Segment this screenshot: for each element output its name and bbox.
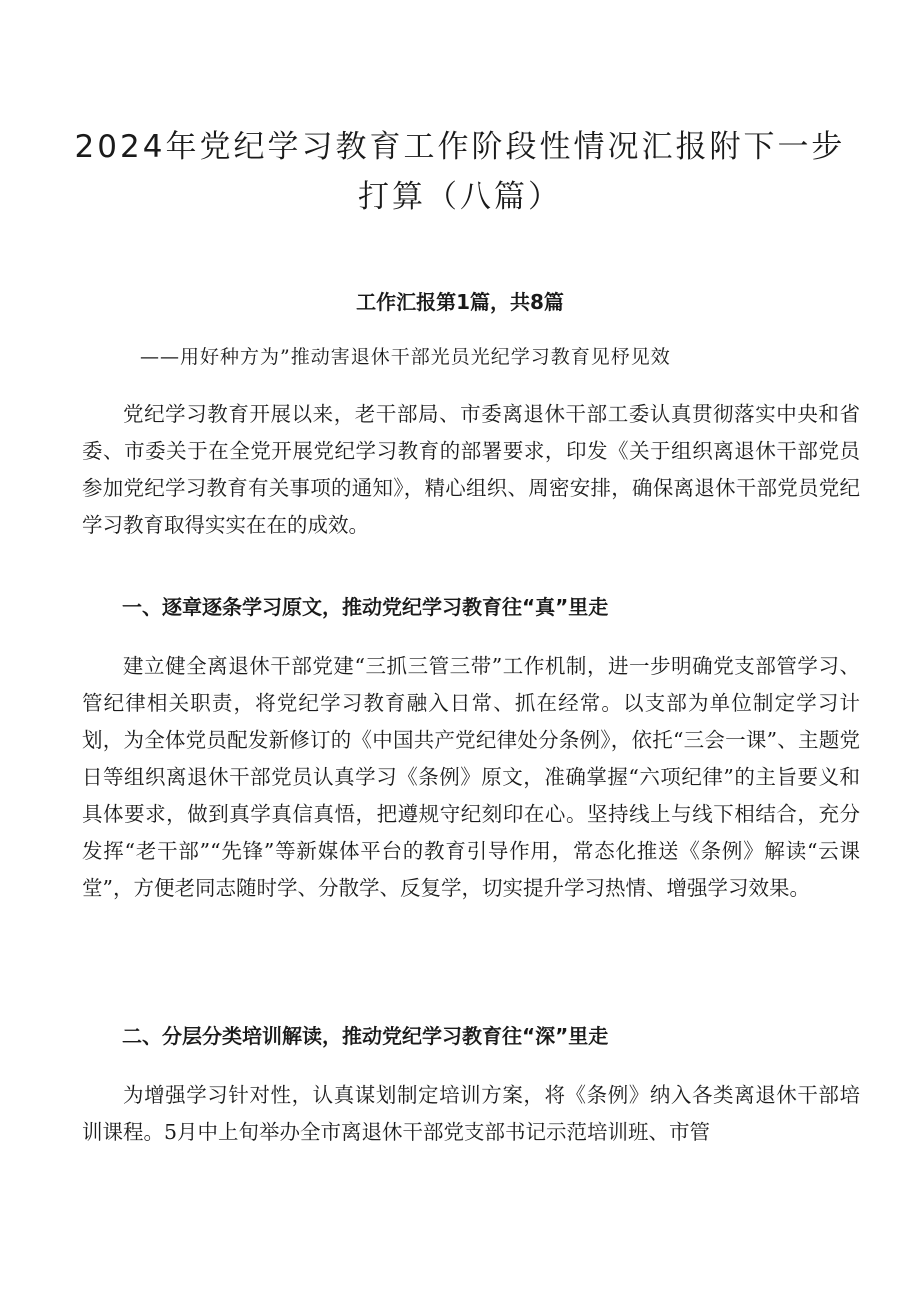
part-heading: 工作汇报第1篇，共8篇: [356, 290, 564, 314]
intro-paragraph: 党纪学习教育开展以来，老干部局、市委离退休干部工委认真贯彻落实中央和省委、市委关于在全党开展党纪学习教育的部署要求，印发《关于组织离退休干部党员参加党纪学习教育有关事项的通知》，精心组织、周密安排，确保离退休干部党员党纪学习教育取得实实在在的成效。: [82, 402, 860, 537]
title-line-1: 2024年党纪学习教育工作阶段性情况汇报附下一步: [74, 129, 846, 165]
section-heading-2: 二、分层分类培训解读，推动党纪学习教育往“深”里走: [122, 1024, 609, 1048]
title-line-2: 打算（八篇）: [358, 179, 562, 215]
section-paragraph-2: 为增强学习针对性，认真谋划制定培训方案，将《条例》纳入各类离退休干部培训课程。5月中上旬举办全市离退休干部党支部书记示范培训班、市管: [82, 1083, 860, 1144]
section-heading-1: 一、逐章逐条学习原文，推动党纪学习教育往“真”里走: [122, 595, 609, 619]
report-subtitle: ——用好种方为”推动害退休干部光员光纪学习教育见杼见效: [140, 346, 671, 368]
section-paragraph-1: 建立健全离退休干部党建“三抓三管三带”工作机制，进一步明确党支部管学习、管纪律相关职责，将党纪学习教育融入日常、抓在经常。以支部为单位制定学习计划，为全体党员配发新修订的《中国共产党纪律处分条例》，依托“三会一课”、主题党日等组织离退休干部党员认真学习《条例》原文，准确掌握“六项纪律”的主旨要义和具体要求，做到真学真信真悟，把遵规守纪刻印在心。坚持线上与线下相结合，充分发挥“老干部”“先锋”等新媒体平台的教育引导作用，常态化推送《条例》解读“云课堂”，方便老同志随时学、分散学、反复学，切实提升学习热情、增强学习效果。: [82, 654, 860, 900]
document-title: [60, 122, 860, 222]
